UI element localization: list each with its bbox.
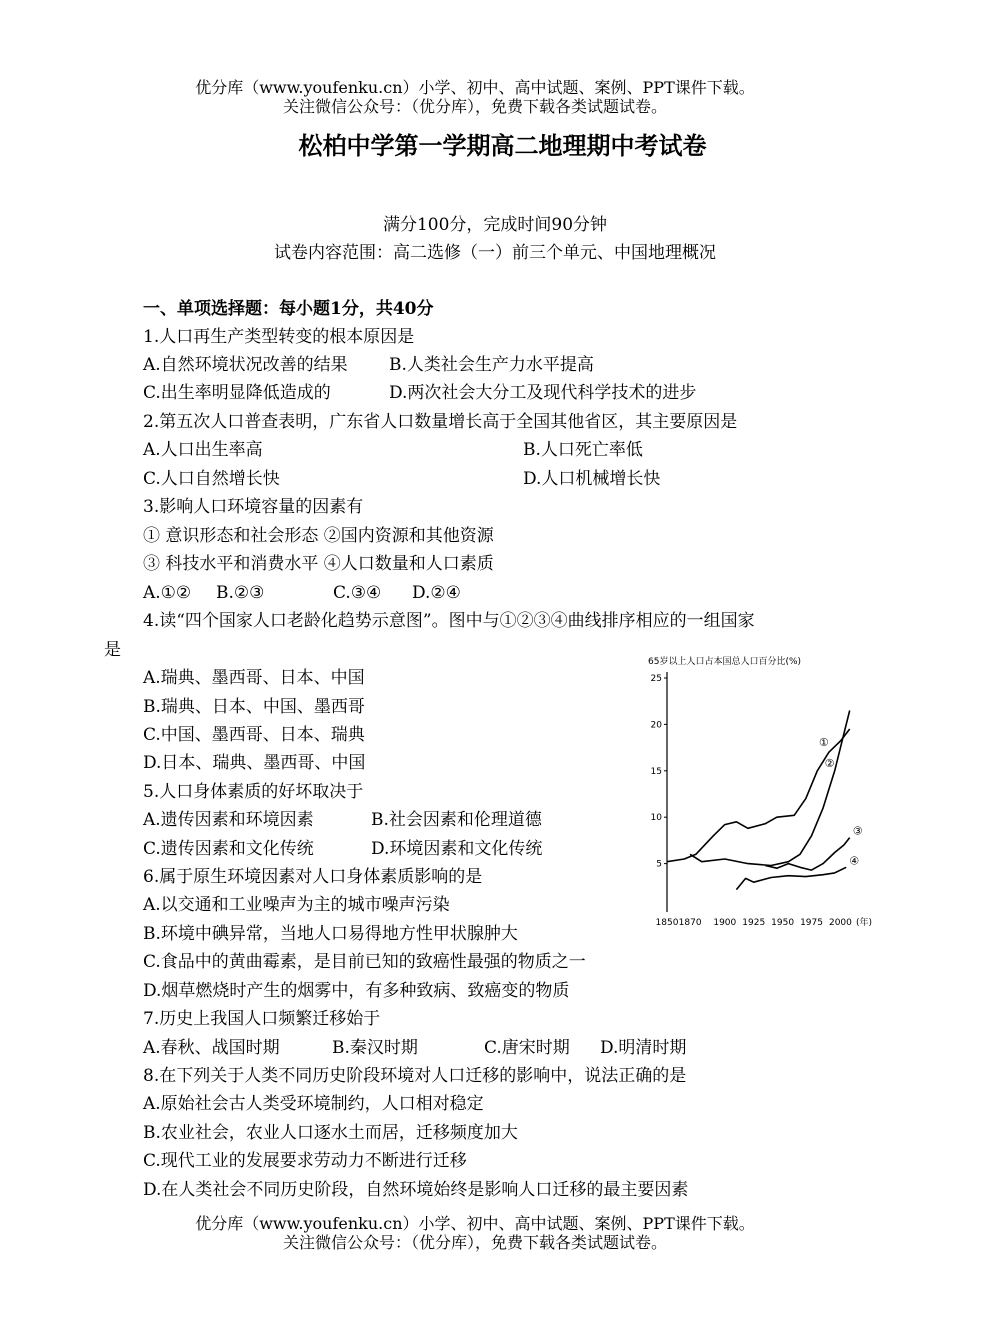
x-tick-label-1: 1870 — [678, 918, 702, 928]
y-tick-label-4: 25 — [650, 674, 662, 684]
q4-stem-continued: 是 — [104, 640, 121, 660]
q1-option-d: D.两次社会大分工及现代科学技术的进步 — [389, 383, 697, 403]
q2-option-c: C.人口自然增长快 — [143, 469, 280, 489]
q3-option-c: C.③④ — [333, 583, 382, 603]
q3-items-1: ① 意识形态和社会形态 ②国内资源和其他资源 — [143, 526, 494, 546]
header-line-1: 优分库（www.youfenku.cn）小学、初中、高中试题、案例、PPT课件下载。 — [195, 78, 755, 97]
x-tick-label-4: 1950 — [771, 918, 795, 928]
y-tick-label-0: 5 — [656, 859, 662, 870]
x-tick-label-6: 2000 — [828, 918, 852, 928]
q4-stem: 4.读“四个国家人口老龄化趋势示意图”。图中与①②③④曲线排序相应的一组国家 — [143, 611, 755, 631]
q4-option-c: C.中国、墨西哥、日本、瑞典 — [143, 725, 365, 745]
q4-option-b: B.瑞典、日本、中国、墨西哥 — [143, 697, 365, 717]
q3-option-d: D.②④ — [412, 583, 461, 603]
chart-title: 65岁以上人口占本国总人口百分比(%) — [648, 657, 802, 667]
series-line-2 — [690, 711, 850, 866]
q3-items-2: ③ 科技水平和消费水平 ④人口数量和人口素质 — [143, 554, 494, 574]
y-tick-label-3: 20 — [650, 720, 662, 731]
q5-option-a: A.遗传因素和环境因素 — [143, 810, 314, 830]
q3-stem: 3.影响人口环境容量的因素有 — [143, 497, 364, 517]
series-label-2: ② — [824, 756, 835, 770]
q8-option-a: A.原始社会古人类受环境制约，人口相对稳定 — [143, 1094, 484, 1114]
exam-title: 松柏中学第一学期高二地理期中考试卷 — [298, 132, 707, 160]
series-label-1: ① — [818, 736, 829, 750]
q2-stem: 2.第五次人口普查表明，广东省人口数量增长高于全国其他省区，其主要原因是 — [143, 412, 738, 432]
q3-option-b: B.②③ — [216, 583, 265, 603]
score-time: 满分100分，完成时间90分钟 — [382, 215, 608, 235]
x-tick-label-5: 1975 — [800, 918, 823, 928]
q1-option-c: C.出生率明显降低造成的 — [143, 383, 331, 403]
q1-stem: 1.人口再生产类型转变的根本原因是 — [143, 327, 415, 347]
q8-option-c: C.现代工业的发展要求劳动力不断进行迁移 — [143, 1151, 467, 1171]
header-line-2: 关注微信公众号：（优分库），免费下载各类试题试卷。 — [282, 97, 667, 116]
q2-option-d: D.人口机械增长快 — [523, 469, 661, 489]
q6-option-d: D.烟草燃烧时产生的烟雾中，有多种致病、致癌变的物质 — [143, 981, 570, 1001]
q8-option-d: D.在人类社会不同历史阶段，自然环境始终是影响人口迁移的最主要因素 — [143, 1180, 689, 1200]
q4-option-d: D.日本、瑞典、墨西哥、中国 — [143, 753, 366, 773]
content-scope: 试卷内容范围：高二选修（一）前三个单元、中国地理概况 — [274, 243, 716, 263]
x-tick-label-0: 1850 — [655, 918, 679, 928]
footer-line-1: 优分库（www.youfenku.cn）小学、初中、高中试题、案例、PPT课件下载。 — [195, 1214, 755, 1233]
section-1-heading: 一、单项选择题：每小题1分，共40分 — [143, 299, 434, 319]
q2-option-a: A.人口出生率高 — [143, 440, 263, 460]
q1-option-b: B.人类社会生产力水平提高 — [389, 355, 594, 375]
q5-stem: 5.人口身体素质的好坏取决于 — [143, 782, 364, 802]
q5-option-c: C.遗传因素和文化传统 — [143, 839, 314, 859]
series-line-4 — [736, 867, 846, 889]
series-label-4: ④ — [849, 854, 860, 868]
y-tick-label-2: 15 — [650, 766, 662, 777]
q1-option-a: A.自然环境状况改善的结果 — [143, 355, 348, 375]
q4-option-a: A.瑞典、墨西哥、日本、中国 — [143, 668, 365, 688]
q6-option-c: C.食品中的黄曲霉素，是目前已知的致癌性最强的物质之一 — [143, 952, 586, 972]
q5-option-d: D.环境因素和文化传统 — [371, 839, 543, 859]
q7-option-a: A.春秋、战国时期 — [143, 1038, 280, 1058]
chart-x-unit: (年) — [856, 918, 873, 928]
q6-option-b: B.环境中碘异常，当地人口易得地方性甲状腺肿大 — [143, 924, 518, 944]
y-tick-label-1: 10 — [650, 813, 662, 824]
q7-option-c: C.唐宋时期 — [484, 1038, 570, 1058]
q3-option-a: A.①② — [143, 583, 192, 603]
aging-trend-chart — [640, 652, 873, 932]
series-label-3: ③ — [852, 824, 863, 838]
q7-option-d: D.明清时期 — [600, 1038, 687, 1058]
x-tick-label-2: 1900 — [713, 918, 737, 928]
q6-stem: 6.属于原生环境因素对人口身体素质影响的是 — [143, 867, 483, 887]
footer-line-2: 关注微信公众号：（优分库），免费下载各类试题试卷。 — [282, 1233, 667, 1252]
q8-option-b: B.农业社会，农业人口逐水土而居，迁移频度加大 — [143, 1123, 518, 1143]
x-tick-label-3: 1925 — [742, 918, 766, 928]
q6-option-a: A.以交通和工业噪声为主的城市噪声污染 — [143, 895, 450, 915]
q2-option-b: B.人口死亡率低 — [523, 440, 643, 460]
q7-stem: 7.历史上我国人口频繁迁移始于 — [143, 1009, 381, 1029]
q8-stem: 8.在下列关于人类不同历史阶段环境对人口迁移的影响中，说法正确的是 — [143, 1066, 687, 1086]
q7-option-b: B.秦汉时期 — [332, 1038, 418, 1058]
q5-option-b: B.社会因素和伦理道德 — [371, 810, 542, 830]
